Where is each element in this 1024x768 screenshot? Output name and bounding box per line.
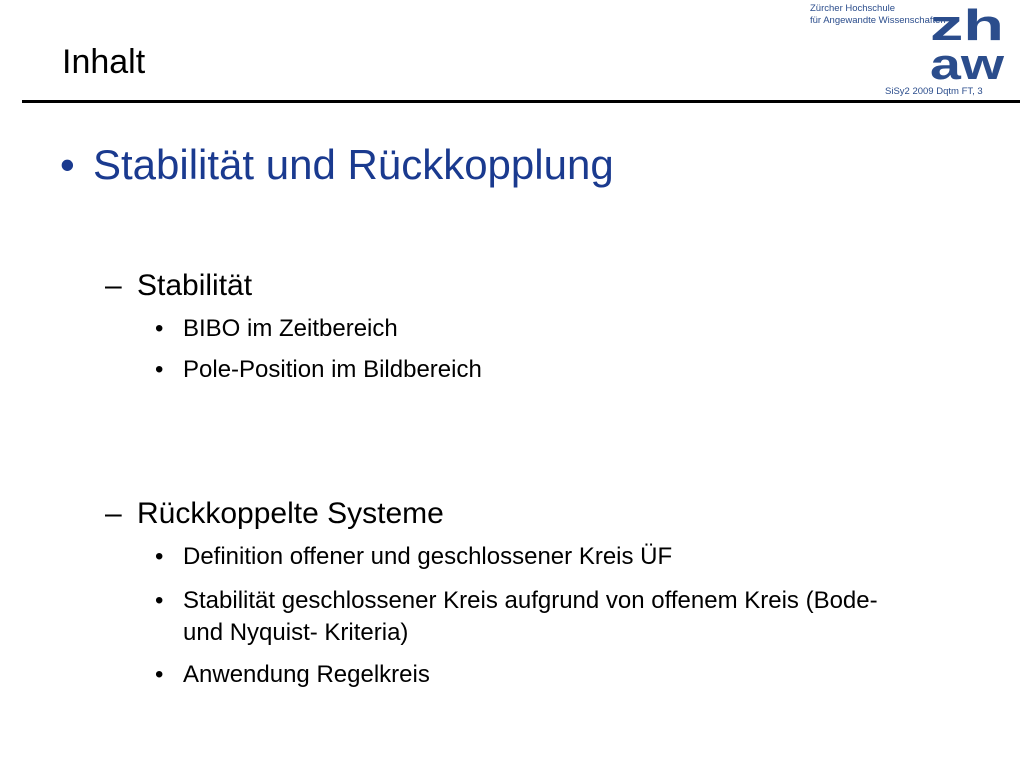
section-dash: –	[105, 269, 122, 302]
main-topic	[60, 140, 614, 190]
list-item-text: Definition offener und geschlossener Kreis ÜF	[183, 543, 673, 570]
list-item	[155, 313, 955, 345]
section-rueckkoppelte-systeme	[105, 496, 444, 532]
list-item-bullet: •	[155, 315, 164, 342]
list-item-bullet: •	[155, 661, 164, 688]
list-item-text: Anwendung Regelkreis	[183, 661, 430, 688]
list-item-bullet: •	[155, 356, 164, 383]
slide-title: Inhalt	[62, 43, 146, 81]
list-item	[155, 585, 915, 649]
zhaw-logo-bottom: aw	[930, 40, 1005, 85]
list-item-text: Pole-Position im Bildbereich	[183, 356, 482, 383]
section-dash: –	[105, 497, 122, 530]
main-topic-text: Stabilität und Rückkopplung	[93, 141, 614, 188]
list-item-bullet: •	[155, 587, 164, 614]
list-item-text: BIBO im Zeitbereich	[183, 315, 398, 342]
slide-reference: SiSy2 2009 Dqtm FT, 3	[885, 86, 983, 97]
main-topic-bullet: •	[60, 141, 75, 188]
section-title: Stabilität	[137, 269, 253, 302]
list-item-bullet: •	[155, 543, 164, 570]
list-item	[155, 659, 955, 691]
list-item	[155, 354, 955, 386]
list-item-text: Stabilität geschlossener Kreis aufgrund von offenem Kreis (Bode- und Nyquist- Kriteria)	[183, 587, 878, 646]
list-item	[155, 541, 955, 573]
zhaw-logo-top: zh	[930, 5, 1004, 50]
institution-name-line1: Zürcher Hochschule	[810, 3, 896, 14]
institution-name-line2: für Angewandte Wissenschaften	[810, 15, 946, 26]
section-title: Rückkoppelte Systeme	[137, 497, 444, 530]
section-stabilitaet	[105, 268, 252, 304]
